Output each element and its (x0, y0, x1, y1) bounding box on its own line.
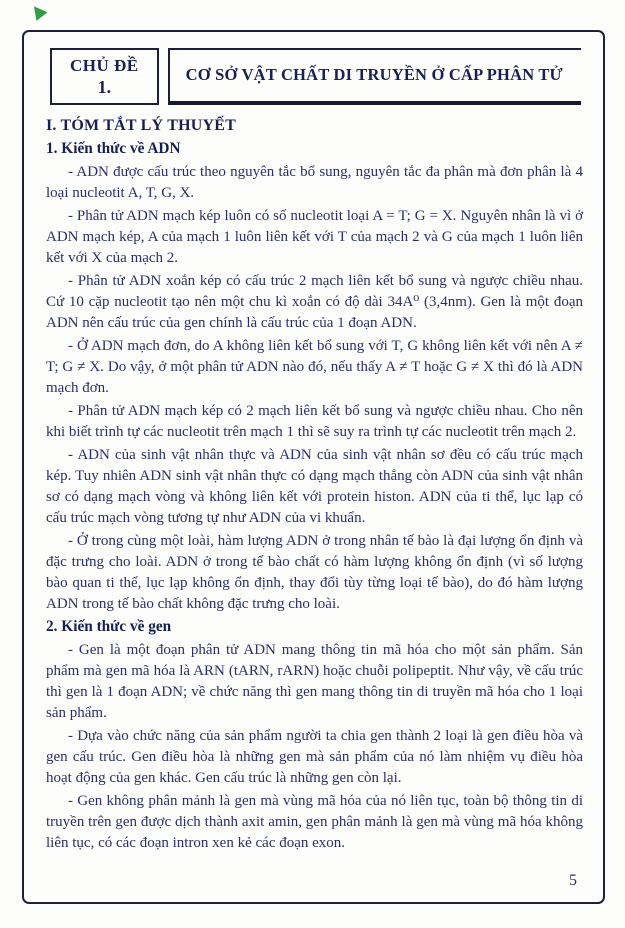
subsection-heading-adn: 1. Kiến thức về ADN (46, 139, 181, 157)
page-number: 5 (569, 872, 577, 889)
topic-number: 1. (97, 77, 112, 98)
paragraph-gen-3: - Gen không phân mảnh là gen mà vùng mã hóa của nó liên tục, toàn bộ thông tin di truyền trên gen được dịch thành axit amin, gen phân mảnh là gen mà vùng mã hóa không liên tục, có các đoạn intron xen kẻ các đoạn exon. (46, 792, 583, 851)
paragraph-adn-6: - ADN của sinh vật nhân thực và ADN của sinh vật nhân sơ đều có cấu trúc mạch kép. Tuy nhiên ADN sinh vật nhân thực có dạng mạch thẳng còn ADN của sinh vật nhân sơ có dạng mạch vòng và không liên kết với protein histon. ADN của ti thể, lục lạp có cấu trúc mạch vòng tương tự như ADN của vi khuẩn. (46, 446, 583, 526)
page-frame (22, 30, 605, 904)
paragraph-adn-3: - Phân tử ADN xoắn kép có cấu trúc 2 mạch liên kết bổ sung và ngược chiều nhau. Cứ 10 cặp nucleotit tạo nên một chu kì xoắn có độ dài 34A⁰ (3,4nm). Gen là một đoạn ADN nên cấu trúc của gen chính là cấu trúc của 1 đoạn ADN. (46, 272, 583, 331)
paragraph-adn-4: - Ở ADN mạch đơn, do A không liên kết bổ sung với T, G không liên kết với nên A ≠ T; G ≠ X. Do vậy, ở một phân tử ADN nào đó, nếu thấy A ≠ T hoặc G ≠ X thì đó là ADN mạch đơn. (46, 337, 583, 396)
chapter-title-block (168, 48, 581, 105)
chapter-title: CƠ SỞ VẬT CHẤT DI TRUYỀN Ở CẤP PHÂN TỬ (185, 65, 563, 85)
paragraph-gen-2: - Dựa vào chức năng của sản phẩm người ta chia gen thành 2 loại là gen điều hòa và gen cấu trúc. Gen điều hòa là những gen mà sản phẩm của nó làm nhiệm vụ điều hòa hoạt động của gen khác. Gen cấu trúc là những gen còn lại. (46, 727, 583, 786)
section-heading: I. TÓM TẮT LÝ THUYẾT (46, 116, 236, 134)
chapter-header (50, 48, 581, 105)
corner-mark-icon (28, 2, 47, 21)
subsection-heading-gen: 2. Kiến thức về gen (46, 617, 172, 635)
paragraph-adn-2: - Phân tử ADN mạch kép luôn có số nucleotit loại A = T; G = X. Nguyên nhân là vì ở ADN mạch kép, A của mạch 1 luôn liên kết với T của mạch 2 và G của mạch 1 luôn liên kết với X của mạch 2. (46, 207, 583, 266)
paragraph-adn-1: - ADN được cấu trúc theo nguyên tắc bổ sung, nguyên tắc đa phân mà đơn phân là 4 loại nucleotit A, T, G, X. (46, 163, 583, 201)
paragraph-gen-1: - Gen là một đoạn phân tử ADN mang thông tin mã hóa cho một sản phẩm. Sản phẩm mà gen mã hóa là ARN (tARN, rARN) hoặc chuỗi polipeptit. Như vậy, về cấu trúc thì gen là 1 đoạn ADN; về chức năng thì gen mang thông tin di truyền mã hóa cho 1 loại sản phẩm. (46, 641, 583, 721)
page-content (40, 117, 587, 854)
paragraph-adn-5: - Phân tử ADN mạch kép có 2 mạch liên kết bổ sung và ngược chiều nhau. Cho nên khi biết trình tự các nucleotit trên mạch 1 thì sẽ suy ra trình tự các nucleotit trên mạch 2. (46, 402, 583, 440)
topic-label: CHỦ ĐỀ (70, 56, 139, 75)
paragraph-adn-7: - Ở trong cùng một loài, hàm lượng ADN ở trong nhân tế bào là đại lượng ổn định và đặc trưng cho loài. ADN ở trong tế bào chất có hàm lượng không ổn định (vì số lượng bào quan ti thể, lục lạp không ổn định, thay đổi tùy từng loại tế bào), do đó hàm lượng ADN trong tế bào chất không đặc trưng cho loài. (46, 532, 583, 612)
topic-box (50, 48, 159, 105)
